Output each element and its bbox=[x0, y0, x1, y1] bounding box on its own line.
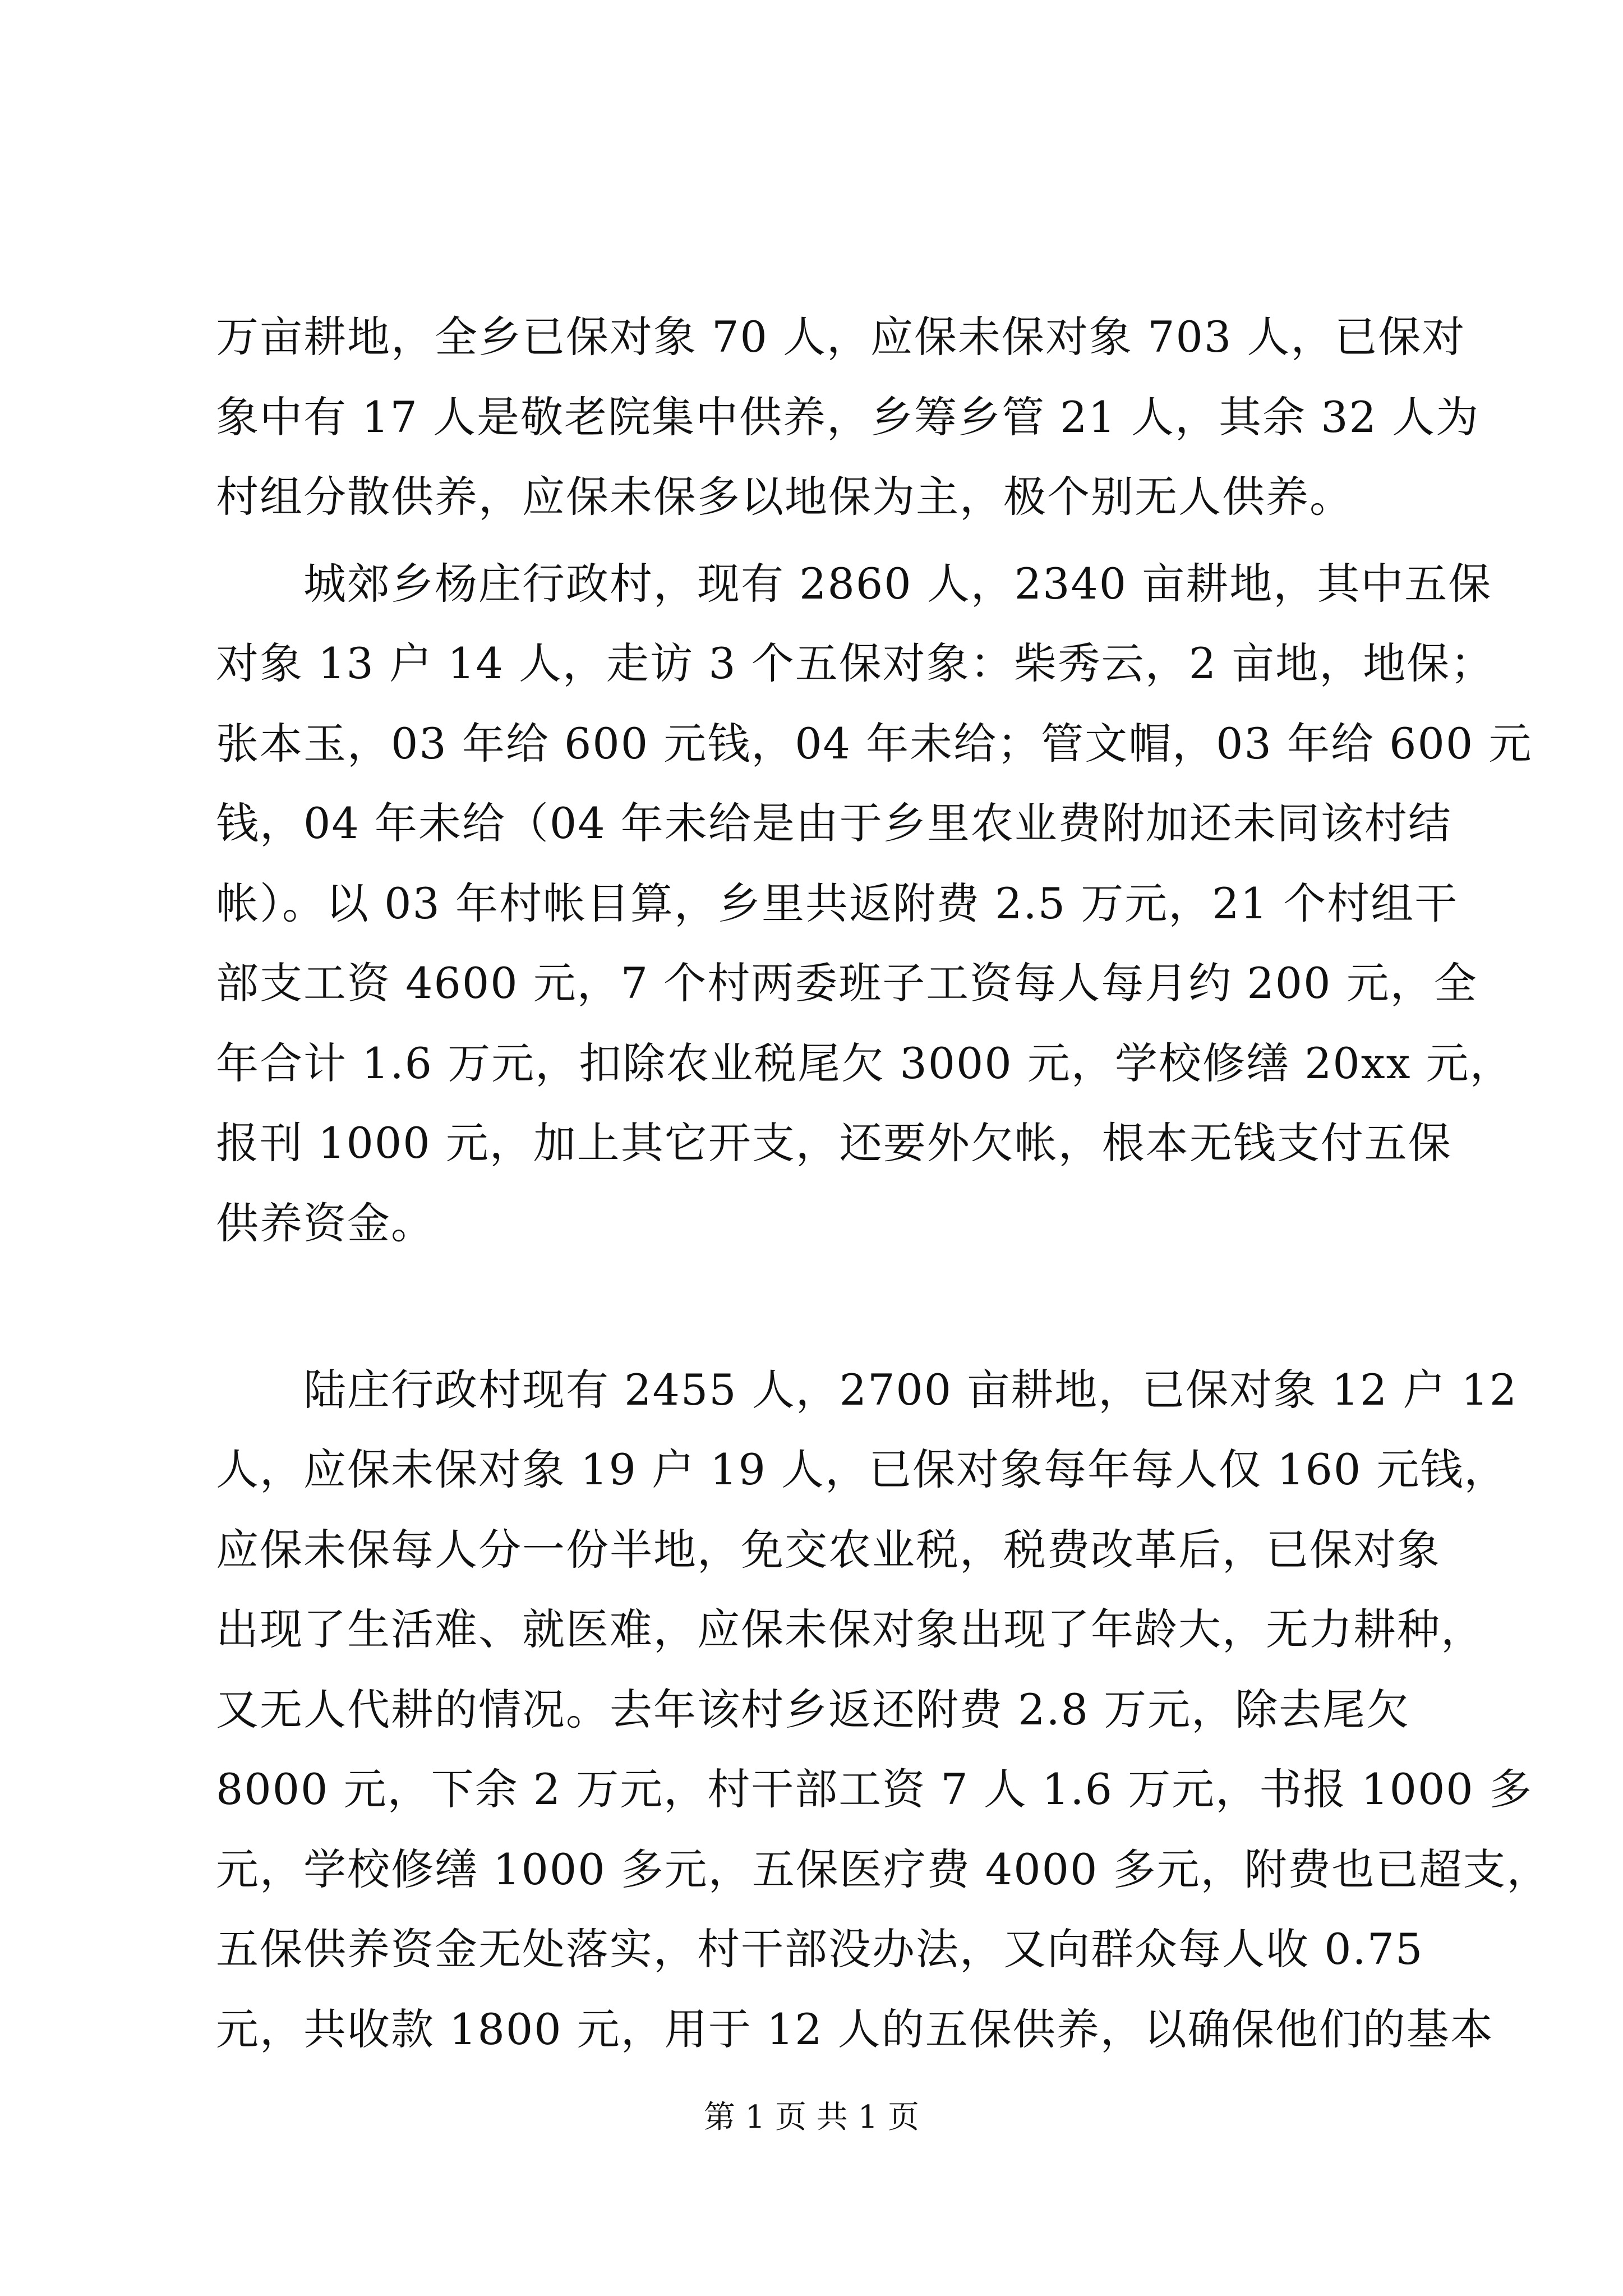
text-line: 应保未保每人分一份半地，免交农业税，税费改革后，已保对象 bbox=[216, 1524, 1441, 1575]
text-line: 部支工资 4600 元，7 个村两委班子工资每人每月约 200 元，全 bbox=[216, 958, 1478, 1008]
text-line: 元，共收款 1800 元，用于 12 人的五保供养，以确保他们的基本 bbox=[216, 2004, 1494, 2054]
text-line: 象中有 17 人是敬老院集中供养，乡筹乡管 21 人，其余 32 人为 bbox=[216, 392, 1480, 442]
paragraph-3 bbox=[216, 1350, 1551, 2070]
text-line: 钱，04 年未给（04 年未给是由于乡里农业费附加还未同该村结 bbox=[216, 798, 1452, 848]
text-line: 万亩耕地，全乡已保对象 70 人，应保未保对象 703 人，已保对 bbox=[216, 312, 1466, 362]
text-line: 对象 13 户 14 人，走访 3 个五保对象：柴秀云，2 亩地，地保； bbox=[216, 638, 1495, 688]
text-line: 村组分散供养，应保未保多以地保为主，极个别无人供养。 bbox=[216, 472, 1353, 522]
text-line: 又无人代耕的情况。去年该村乡返还附费 2.8 万元，除去尾欠 bbox=[216, 1684, 1410, 1734]
text-line: 人，应保未保对象 19 户 19 人，已保对象每年每人仅 160 元钱， bbox=[216, 1444, 1508, 1494]
paragraph-2 bbox=[216, 544, 1533, 1343]
text-line: 年合计 1.6 万元，扣除农业税尾欠 3000 元，学校修缮 20xx 元， bbox=[216, 1038, 1514, 1088]
page-number-footer: 第 1 页 共 1 页 bbox=[703, 2099, 920, 2136]
document-body bbox=[216, 297, 1551, 2076]
text-line: 陆庄行政村现有 2455 人，2700 亩耕地，已保对象 12 户 12 bbox=[216, 1364, 1518, 1415]
text-line: 报刊 1000 元，加上其它开支，还要外欠帐，根本无钱支付五保 bbox=[216, 1118, 1452, 1168]
text-line: 元，学校修缮 1000 多元，五保医疗费 4000 多元，附费也已超支， bbox=[216, 1844, 1551, 1894]
text-line: 城郊乡杨庄行政村，现有 2860 人，2340 亩耕地，其中五保 bbox=[216, 558, 1492, 609]
text-line: 出现了生活难、就医难，应保未保对象出现了年龄大，无力耕种， bbox=[216, 1604, 1484, 1654]
text-line: 帐）。以 03 年村帐目算，乡里共返附费 2.5 万元，21 个村组干 bbox=[216, 878, 1459, 928]
text-line: 五保供养资金无处落实，村干部没办法，又向群众每人收 0.75 bbox=[216, 1924, 1424, 1974]
text-line: 张本玉，03 年给 600 元钱，04 年未给；管文帽，03 年给 600 元 bbox=[216, 718, 1533, 769]
text-line: 8000 元，下余 2 万元，村干部工资 7 人 1.6 万元，书报 1000 多 bbox=[216, 1764, 1533, 1814]
paragraph-1 bbox=[216, 297, 1480, 537]
text-line bbox=[216, 1263, 1416, 1343]
text-line: 供养资金。 bbox=[216, 1198, 435, 1248]
